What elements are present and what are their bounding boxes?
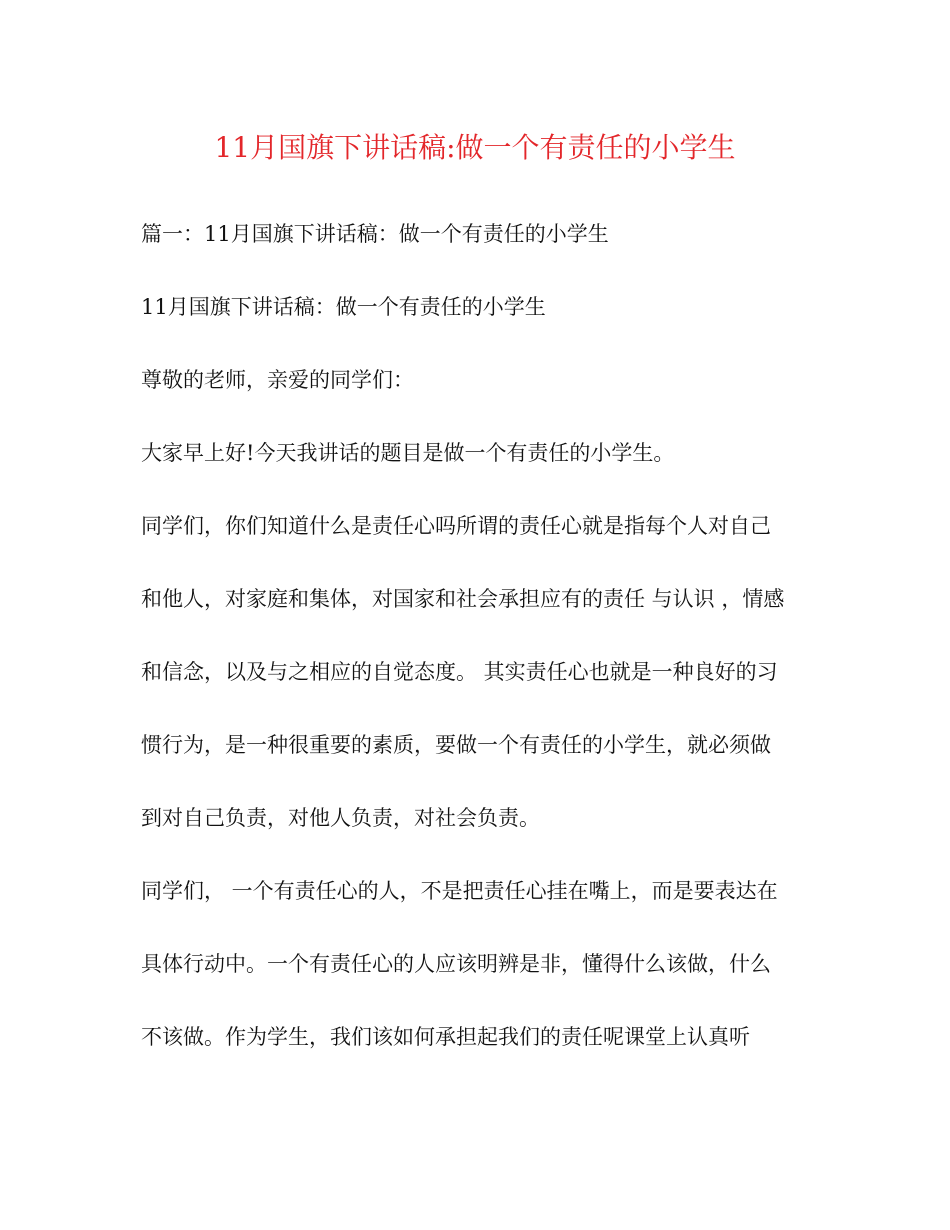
greeting-line: 尊敬的老师，亲爱的同学们： bbox=[141, 368, 414, 392]
paragraph-line: 不该做。作为学生，我们该如何承担起我们的责任呢课堂上认真听 bbox=[141, 1025, 750, 1049]
speech-title-line: 11月国旗下讲话稿：做一个有责任的小学生 bbox=[141, 295, 546, 319]
paragraph-line: 和他人，对家庭和集体，对国家和社会承担应有的责任 与认识 ，情感 bbox=[141, 587, 785, 611]
document-title: 11月国旗下讲话稿:做一个有责任的小学生 bbox=[214, 131, 736, 164]
paragraph-line: 同学们， 一个有责任心的人，不是把责任心挂在嘴上，而是要表达在 bbox=[141, 879, 778, 903]
paragraph-line: 到对自己负责，对他人负责，对社会负责。 bbox=[141, 806, 540, 830]
paragraph-line: 和信念，以及与之相应的自觉态度。 其实责任心也就是一种良好的习 bbox=[141, 660, 778, 684]
paragraph-line: 大家早上好!今天我讲话的题目是做一个有责任的小学生。 bbox=[141, 441, 675, 465]
section-heading: 篇一：11月国旗下讲话稿：做一个有责任的小学生 bbox=[141, 222, 609, 246]
paragraph-line: 同学们，你们知道什么是责任心吗所谓的责任心就是指每个人对自己 bbox=[141, 514, 771, 538]
paragraph-line: 惯行为，是一种很重要的素质，要做一个有责任的小学生，就必须做 bbox=[141, 733, 771, 757]
paragraph-line: 具体行动中。一个有责任心的人应该明辨是非，懂得什么该做，什么 bbox=[141, 952, 771, 976]
